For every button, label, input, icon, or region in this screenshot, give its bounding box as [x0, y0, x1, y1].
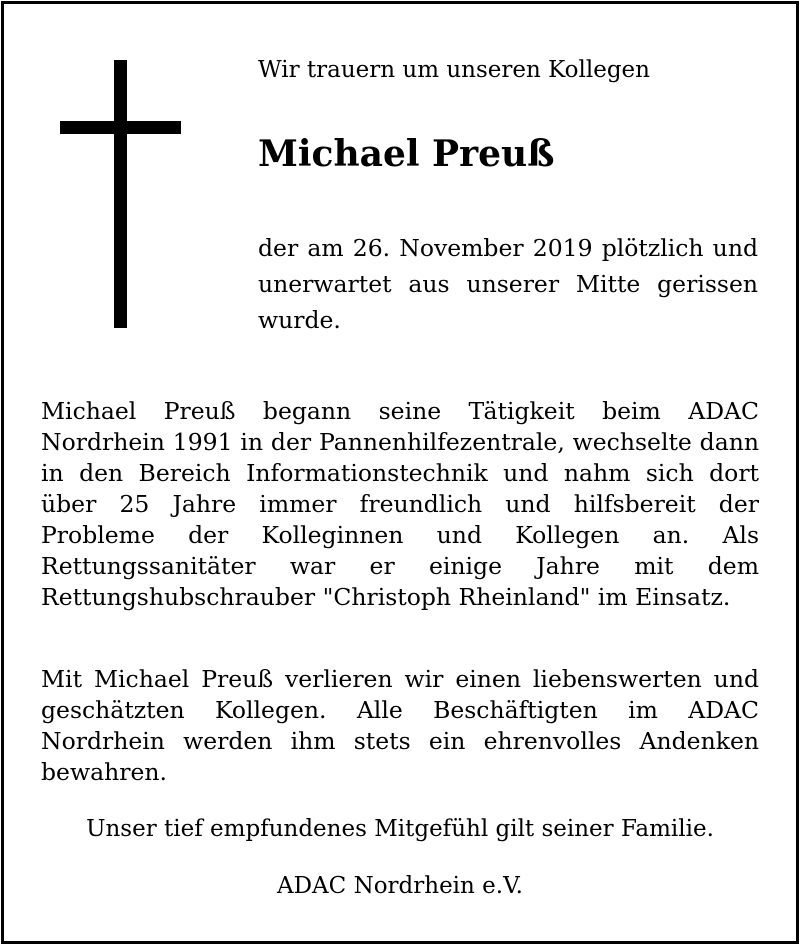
condolence-line: Unser tief empfundenes Mitgefühl gilt seiner Familie. [86, 816, 714, 842]
deceased-name: Michael Preuß [258, 133, 555, 175]
death-announcement: der am 26. November 2019 plötzlich und unerwartet aus unserer Mitte gerissen wurde. [258, 234, 758, 334]
biography-paragraph: Michael Preuß begann seine Tätigkeit beim ADAC Nordrhein 1991 in der Pannenhilfezentrale, wechselte dann in den Bereich Informationstechnik und nahm sich dort über 25 Jahre immer freundlich und hilfsbereit der Probleme der Kolleginnen und Kollegen an. Als Rettungssanitäter war er einige Jahre mit dem Rettungshubschrauber "Christoph Rheinland" im Einsatz. [41, 397, 759, 611]
cross-horizontal-bar [60, 121, 181, 134]
tribute-paragraph: Mit Michael Preuß verlieren wir einen liebenswerten und geschätzten Kollegen. Alle Beschäftigten im ADAC Nordrhein werden ihm stets ein ehrenvolles Andenken bewahren. [41, 665, 759, 786]
intro-line: Wir trauern um unseren Kollegen [258, 57, 650, 83]
signature: ADAC Nordrhein e.V. [277, 873, 523, 899]
cross-vertical-bar [114, 60, 127, 328]
